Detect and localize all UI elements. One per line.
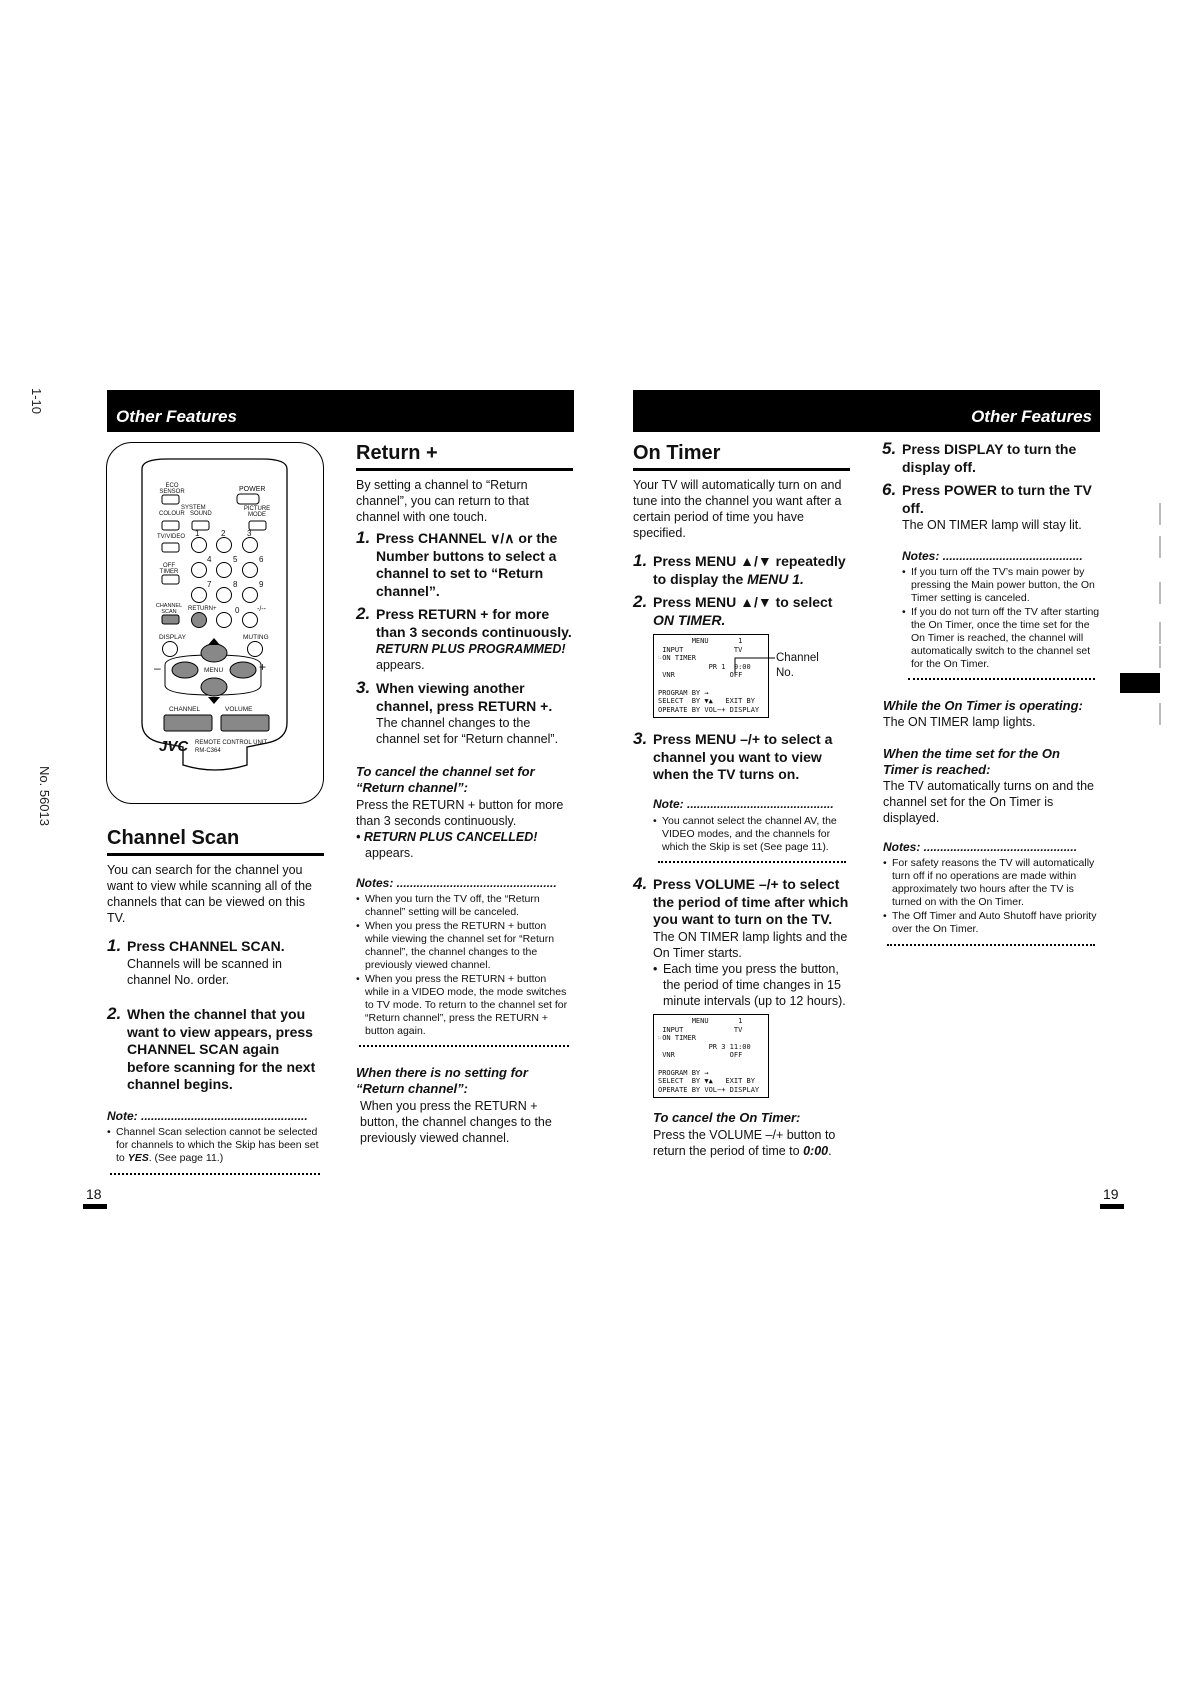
step-number: 3. (356, 678, 371, 697)
step-number: 1. (107, 936, 122, 955)
return-plus-step-1 (356, 528, 576, 600)
muting-label: MUTING (243, 634, 269, 641)
step-text: Press RETURN + for more than 3 seconds continuously. (376, 606, 572, 640)
minus-label: – (154, 661, 161, 675)
remote-illustration (106, 442, 324, 804)
step-number: 1. (356, 528, 371, 547)
step-text: Press POWER to turn the TV off. (902, 482, 1092, 516)
return-plus-title: Return + (356, 442, 573, 471)
edge-index-mark (1159, 503, 1161, 525)
step-number: 2. (356, 604, 371, 623)
cancel-return-text (356, 797, 571, 861)
on-timer-step-4 (633, 874, 853, 1009)
on-timer-notes-title: Notes: .......................................... (902, 549, 1083, 563)
cancel-return-heading: To cancel the channel set for “Return channel”: (356, 764, 535, 795)
cancel-on-timer-value: 0:00 (803, 1144, 829, 1158)
key-8-label: 8 (233, 580, 238, 589)
step-number: 1. (633, 551, 648, 570)
step-subtext: appears. (376, 658, 425, 672)
return-plus-step-2 (356, 604, 576, 673)
key-9-label: 9 (259, 580, 264, 589)
tv-video-label: TV/VIDEO (157, 534, 186, 540)
document-number: No. 56013 (37, 766, 52, 826)
edge-index-tab-active (1120, 673, 1160, 693)
on-timer-notes-list (902, 566, 1102, 672)
left-page-marker (83, 1204, 107, 1209)
off-timer-label: OFF TIMER (159, 563, 179, 575)
no-setting-text: When you press the RETURN + button, the channel changes to the previously viewed channel. (360, 1099, 552, 1145)
channel-scan-label: CHANNEL SCAN (155, 603, 183, 615)
key-6-label: 6 (259, 555, 264, 564)
operating-heading: While the On Timer is operating: (883, 698, 1083, 713)
step-text: When the channel that you want to view appears, press CHANNEL SCAN again before scanning for the next channel begins. (127, 1006, 316, 1092)
note-item: • Channel Scan selection cannot be selected for channels to which the Skip has been set to YES. (See page 11.) (107, 1126, 322, 1165)
step-subtext: The ON TIMER lamp will stay lit. (902, 518, 1082, 532)
return-plus-label: RETURN+ (188, 606, 217, 612)
step-number: 2. (107, 1004, 122, 1023)
step-text: Press DISPLAY to turn the display off. (902, 441, 1077, 475)
key-4-label: 4 (207, 555, 212, 564)
right-page-number: 19 (1103, 1186, 1119, 1202)
note-item: • When you press the RETURN + button while in a VIDEO mode, the mode switches to TV mode. To return to the channel set for “Return channel”, press the RETURN + button again. (356, 973, 571, 1038)
note-item: • The Off Timer and Auto Shutoff have priority over the On Timer. (883, 910, 1103, 936)
no-setting-heading: When there is no setting for “Return channel”: (356, 1065, 528, 1096)
note-item: • For safety reasons the TV will automatically turn off if no operations are made within approximately two hours after the TV is turned on with the On Timer. (883, 857, 1103, 909)
step-number: 4. (633, 874, 648, 893)
operating-text: The ON TIMER lamp lights. (883, 715, 1036, 729)
step-message: RETURN PLUS PROGRAMMED! (376, 642, 566, 656)
reached-text: The TV automatically turns on and the channel set for the On Timer is displayed. (883, 779, 1094, 825)
step-text: Press CHANNEL ∨/∧ or the Number buttons to select a channel to set to “Return channel”. (376, 530, 558, 599)
return-plus-step-3 (356, 678, 576, 747)
cancel-on-timer-text (653, 1127, 843, 1159)
step-number: 6. (882, 480, 897, 499)
step-text: Press VOLUME –/+ to select the period of time after which you want to turn on the TV. (653, 876, 849, 927)
on-timer-title: On Timer (633, 442, 850, 471)
cancel-on-timer-heading: To cancel the On Timer: (653, 1110, 801, 1125)
edge-index-mark (1159, 622, 1161, 644)
on-timer-menu-screen: MENU 1 INPUT TV ☞ON TIMER PR 1 0:00 VNR OFF PROGRAM BY → SELECT BY ▼▲ EXIT BY OPERATE BY VOL−+ DISPLAY (653, 634, 769, 718)
left-banner: Other Features (107, 390, 574, 432)
step-menu-name: ON TIMER. (653, 611, 726, 628)
step-text: Press MENU ▲/▼ repeatedly to display the (653, 553, 846, 587)
edge-index-mark (1159, 582, 1161, 604)
step-bullet: • Each time you press the button, the period of time changes in 15 minute intervals (up to 12 hours). (653, 961, 846, 1008)
on-timer-note-title: Note: ............................................ (653, 797, 834, 811)
key-0-label: 0 (235, 606, 240, 615)
step-subtext: Channels will be scanned in channel No. order. (127, 956, 282, 987)
on-timer-menu-screen-2: MENU 1 INPUT TV ☞ON TIMER PR 3 11:00 VNR OFF PROGRAM BY → SELECT BY ▼▲ EXIT BY OPERATE BY VOL−+ DISPLAY (653, 1014, 769, 1098)
channel-scan-notes-rule (110, 1173, 320, 1175)
step-number: 5. (882, 439, 897, 458)
safety-notes-rule (887, 944, 1095, 946)
key-2-label: 2 (221, 529, 226, 538)
model-label: RM-C364 (195, 748, 221, 754)
channel-scan-step-1 (107, 936, 327, 988)
key-7-label: 7 (207, 580, 212, 589)
channel-callout-label: Channel No. (776, 652, 819, 679)
on-timer-notes-rule (908, 678, 1095, 680)
on-timer-intro: Your TV will automatically turn on and tune into the channel you want after a certain period of time you have specified. (633, 478, 842, 540)
step-subtext: The channel changes to the channel set for “Return channel”. (376, 716, 559, 746)
on-timer-notes (653, 815, 848, 855)
edge-index-mark (1159, 703, 1161, 725)
channel-scan-note-title: Note: .................................................. (107, 1109, 308, 1123)
safety-notes (883, 857, 1103, 937)
picture-mode-label: PICTURE MODE (243, 506, 271, 518)
on-timer-step-5 (882, 439, 1102, 476)
return-plus-notes-rule (359, 1045, 569, 1047)
cancel-on-timer-instruction: Press the VOLUME –/+ button to return the period of time to (653, 1128, 836, 1158)
step-menu-name: MENU 1. (747, 570, 804, 587)
right-page-marker (1100, 1204, 1124, 1209)
cancel-on-timer-end: . (828, 1144, 832, 1158)
colour-label: COLOUR (159, 511, 185, 517)
brand-logo: JVC (159, 738, 189, 755)
cancel-return-message: • RETURN PLUS CANCELLED! (356, 830, 538, 844)
key-1-label: 1 (195, 529, 200, 538)
cancel-return-instruction: Press the RETURN + button for more than 3 seconds continuously. (356, 798, 564, 828)
on-timer-step-2 (633, 592, 853, 629)
remote-unit-label: REMOTE CONTROL UNIT (195, 740, 268, 746)
on-timer-step-3 (633, 729, 848, 784)
channel-scan-step-2 (107, 1004, 322, 1094)
key-3-label: 3 (247, 529, 252, 538)
key-5-label: 5 (233, 555, 238, 564)
sound-label: SOUND (190, 511, 212, 517)
note-item: • When you turn the TV off, the “Return channel” setting will be canceled. (356, 893, 571, 919)
reached-heading: When the time set for the On Timer is reached: (883, 746, 1060, 777)
note-item: • When you press the RETURN + button while viewing the channel set for “Return channel”, the channel changes to the previously viewed channel. (356, 920, 571, 972)
on-timer-step-6 (882, 480, 1102, 533)
return-plus-notes-title: Notes: ................................................ (356, 876, 557, 890)
display-label: DISPLAY (159, 634, 186, 641)
note-item: • If you do not turn off the TV after starting the On Timer, once the time set for the On Timer is reached, the channel will automatically switch to the channel set for the On Timer. (902, 606, 1102, 671)
volume-label: VOLUME (225, 706, 253, 713)
step-number: 3. (633, 729, 648, 748)
edge-index-mark (1159, 646, 1161, 668)
safety-notes-title: Notes: .............................................. (883, 840, 1078, 854)
return-plus-intro: By setting a channel to “Return channel”, you can return to that channel with one touch. (356, 478, 530, 524)
step-number: 2. (633, 592, 648, 611)
dash-key-label: -/-- (257, 606, 266, 613)
channel-label: CHANNEL (169, 706, 201, 713)
edge-index-mark (1159, 536, 1161, 558)
system-label: SYSTEM (181, 505, 206, 511)
left-page-number: 18 (86, 1186, 102, 1202)
step-text: Press MENU –/+ to select a channel you want to view when the TV turns on. (653, 731, 833, 782)
channel-scan-intro: You can search for the channel you want to view while scanning all of the channels that can be viewed on this TV. (107, 863, 312, 925)
on-timer-step-1 (633, 551, 853, 588)
right-banner: Other Features (633, 390, 1100, 432)
eco-sensor-label: ECO SENSOR (159, 483, 185, 495)
channel-scan-title: Channel Scan (107, 827, 324, 856)
cancel-return-appears: appears. (365, 846, 414, 860)
return-plus-notes (356, 893, 571, 1039)
on-timer-note-rule (658, 861, 846, 863)
step-subtext: The ON TIMER lamp lights and the On Timer starts. (653, 929, 848, 960)
power-label: POWER (239, 486, 266, 493)
step-text: When viewing another channel, press RETURN +. (376, 680, 553, 714)
note-item: • If you turn off the TV’s main power by pressing the Main power button, the On Timer setting is canceled. (902, 566, 1102, 605)
plus-label: + (259, 660, 267, 674)
step-text: Press MENU ▲/▼ to select (653, 594, 833, 610)
menu-label: MENU (204, 667, 224, 674)
page-code: 1-10 (29, 388, 44, 415)
note-item: • You cannot select the channel AV, the VIDEO modes, and the channels for which the Skip is set (See page 11). (653, 815, 848, 854)
step-text: Press CHANNEL SCAN. (127, 938, 285, 954)
channel-scan-notes (107, 1126, 322, 1166)
